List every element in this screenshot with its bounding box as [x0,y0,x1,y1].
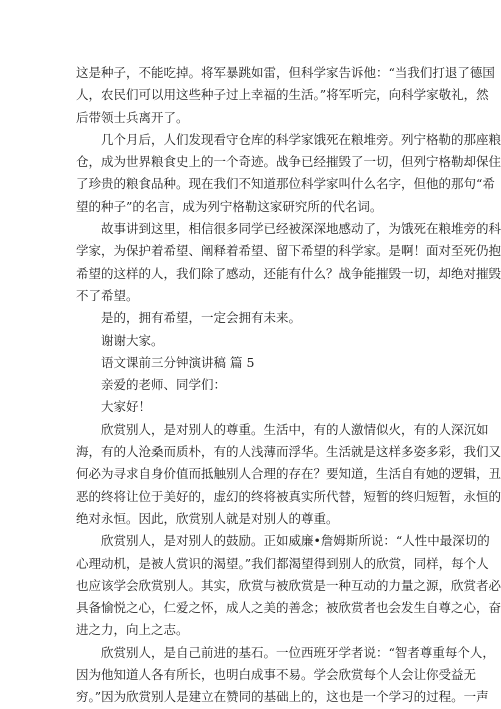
text-line: 这是种子，不能吃掉。将军暴跳如雷，但科学家告诉他：“当我们打退了德国 [76,65,495,80]
text-line: 仓，成为世界粮食史上的一个奇迹。战争已经摧毁了一切，但列宁格勒却保住 [76,154,501,170]
paragraph-months-later [76,129,501,218]
text-line: 进之力，向上之志。 [76,622,189,638]
text-line: 亲爱的老师、同学们： [101,377,227,393]
paragraph-thanks [76,330,430,352]
paragraph-encouragement [76,530,501,641]
text-line: 故事讲到这里，相信很多同学已经被深深地感动了，为饿死在粮堆旁的科 [101,221,501,237]
text-line: 也应该学会欣赏别人。其实，欣赏与被欣赏是一种互动的力量之源，欣赏者必 [76,577,501,593]
text-line: 欣赏别人，是自己前进的基石。一位西班牙学者说：“智者尊重每个人， [101,644,495,660]
text-line: 人，农民们可以用这些种子过上幸福的生活。”将军听完，向科学家敬礼，然 [76,87,489,103]
text-line: 了珍贵的粮食品种。现在我们不知道那位科学家叫什么名字，但他的那句“希 [76,176,495,192]
text-line: 望的种子”的名言，成为列宁格勒这家研究所的代名词。 [76,198,383,214]
text-line: 何必为寻求自身价值而抵触别人合理的存在？要知道，生活自有她的逻辑，丑 [76,466,501,482]
text-line: 因为他知道人各有所长，也明白成事不易。学会欣赏每个人会让你受益无 [76,667,477,683]
paragraph-salutation [76,374,430,396]
text-line: 是的，拥有希望，一定会拥有未来。 [101,310,302,326]
text-line: 恶的终将让位于美好的，虚幻的终将被真实所代替，短暂的终归短暂，永恒的 [76,488,501,504]
text-line: 语文课前三分钟演讲稿 篇 5 [101,354,255,370]
text-line: 欣赏别人，是对别人的尊重。生活中，有的人激情似火，有的人深沉如 [101,421,489,437]
text-line: 后带领士兵离开了。 [76,109,189,125]
paragraph-greeting [76,396,430,418]
text-line: 海，有的人沧桑而质朴，有的人浅薄而浮华。生活就是这样多姿多彩，我们又 [76,444,501,460]
paragraph-respect [76,419,501,530]
document-page [76,62,501,709]
paragraph-section-title [76,352,430,374]
text-line: 谢谢大家。 [101,332,164,348]
text-line: 心理动机，是被人赏识的渴望。”我们都渴望得到别人的欣赏，同样，每个人 [76,555,489,571]
paragraph-cornerstone [76,642,495,709]
paragraph-have-hope [76,307,430,329]
paragraph-story-end [76,218,501,307]
text-line: 几个月后，人们发现看守仓库的科学家饿死在粮堆旁。列宁格勒的那座粮 [101,131,501,147]
text-line: 希望的这样的人，我们除了感动，还能有什么？战争能摧毁一切，却绝对摧毁 [76,265,501,281]
text-line: 不了希望。 [76,287,139,303]
text-line: 绝对永恒。因此，欣赏别人就是对别人的尊重。 [76,510,339,526]
text-line: 大家好！ [101,399,152,415]
paragraph-seed-dialogue [76,62,495,129]
text-line: 具备愉悦之心，仁爱之怀，成人之美的善念；被欣赏者也会发生自尊之心，奋 [76,600,501,616]
text-line: 穷。”因为欣赏别人是建立在赞同的基础上的，这也是一个学习的过程。一声 [76,689,489,705]
text-line: 学家，为保护着希望、阐释着希望、留下希望的科学家。是啊！面对至死仍抱 [76,243,501,259]
text-line: 欣赏别人，是对别人的鼓励。正如威廉•詹姆斯所说：“人性中最深切的 [101,533,490,549]
